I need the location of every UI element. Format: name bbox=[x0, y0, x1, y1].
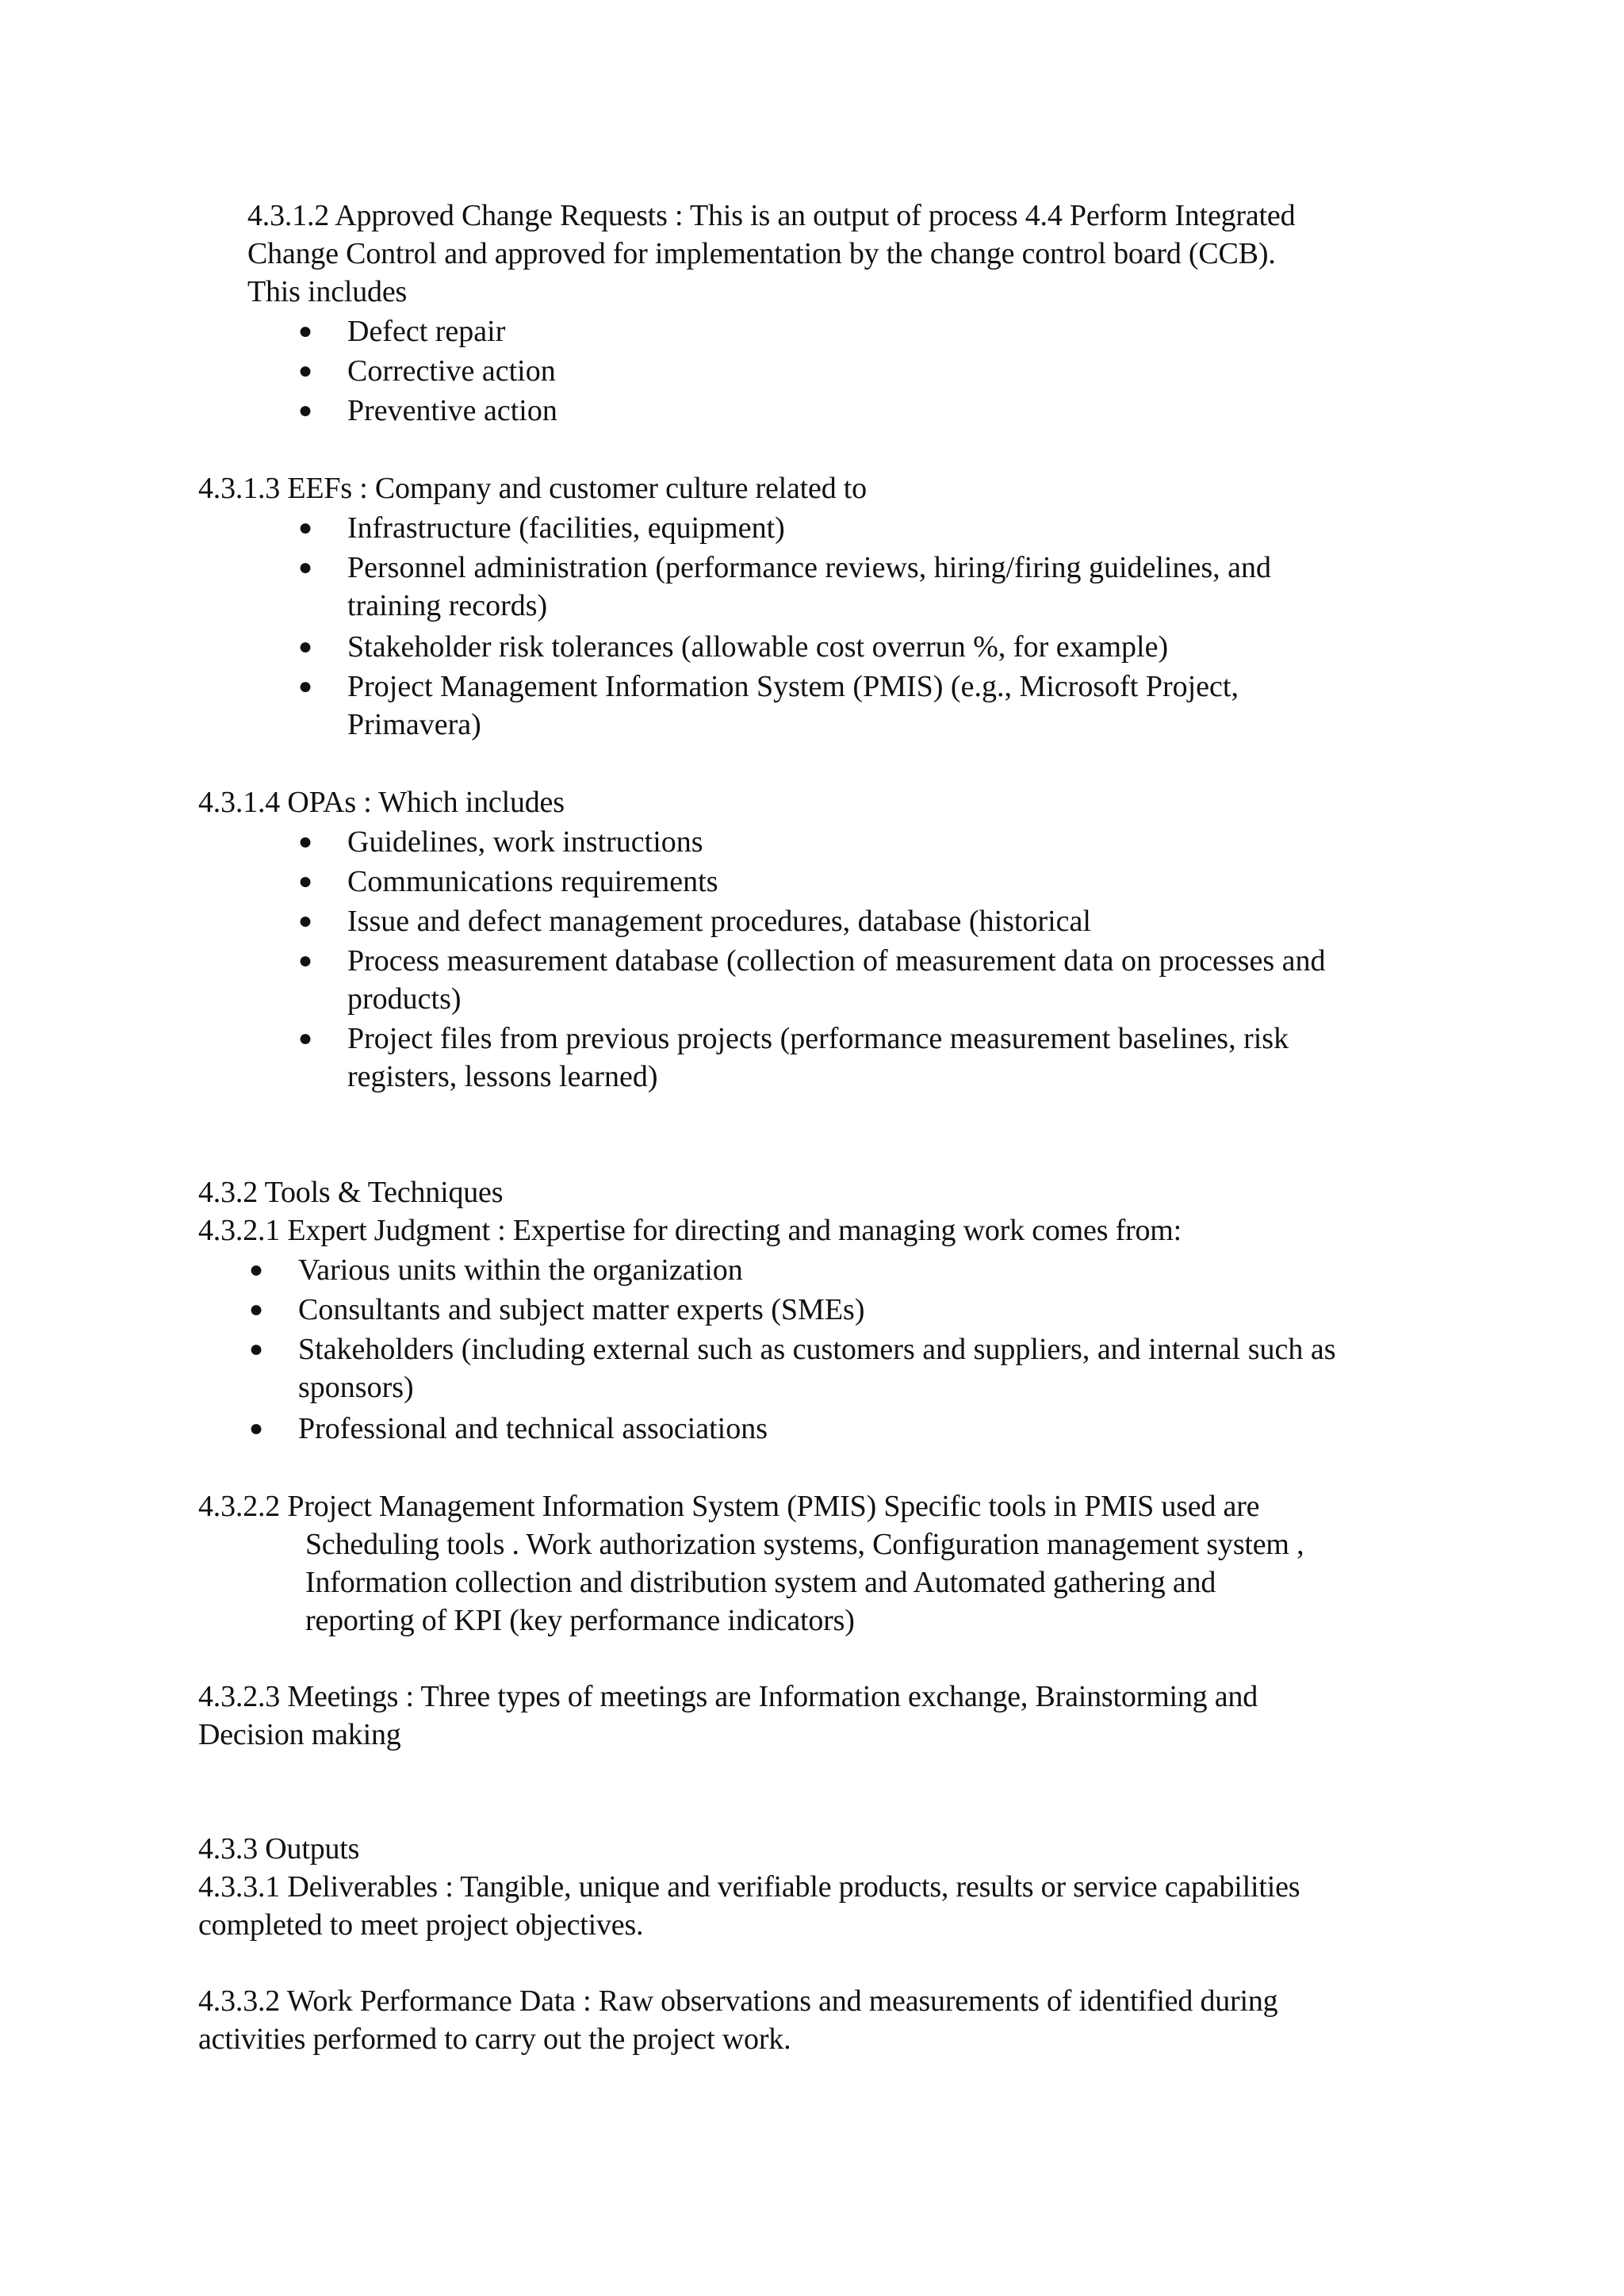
meetings-line-1: 4.3.2.3 Meetings : Three types of meetings are Information exchange, Brainstorming and bbox=[198, 1680, 1258, 1713]
list-item-text: Stakeholders (including external such as customers and suppliers, and internal such as bbox=[298, 1333, 1336, 1366]
bullet-icon: ● bbox=[298, 828, 313, 855]
bullet-icon: ● bbox=[298, 947, 313, 974]
list-item-text: Personnel administration (performance reviews, hiring/firing guidelines, and bbox=[347, 551, 1272, 584]
list-item-text: Defect repair bbox=[347, 315, 506, 348]
bullet-icon: ● bbox=[249, 1257, 264, 1283]
list-item-text-continued: products) bbox=[347, 982, 462, 1016]
bullet-icon: ● bbox=[249, 1296, 264, 1322]
list-item-text-continued: training records) bbox=[347, 589, 548, 622]
list-item-text: Guidelines, work instructions bbox=[347, 825, 703, 859]
list-item-text-continued: Primavera) bbox=[347, 708, 481, 741]
list-item-text-continued: registers, lessons learned) bbox=[347, 1060, 658, 1093]
list-item-text: Preventive action bbox=[347, 394, 557, 427]
pmis-line-1: 4.3.2.2 Project Management Information System (PMIS) Specific tools in PMIS used are bbox=[198, 1490, 1260, 1523]
list-item-text: Project files from previous projects (performance measurement baselines, risk bbox=[347, 1022, 1289, 1055]
list-item-text: Issue and defect management procedures, database (historical bbox=[347, 905, 1091, 938]
outputs-heading: 4.3.3 Outputs bbox=[198, 1832, 360, 1866]
list-item-text: Project Management Information System (PMIS) (e.g., Microsoft Project, bbox=[347, 670, 1239, 703]
eefs-heading: 4.3.1.3 EEFs : Company and customer culture related to bbox=[198, 472, 867, 505]
bullet-icon: ● bbox=[298, 868, 313, 894]
list-item-text: Consultants and subject matter experts (SMEs) bbox=[298, 1293, 865, 1326]
approved-change-requests-line-1: 4.3.1.2 Approved Change Requests : This is an output of process 4.4 Perform Integrated bbox=[247, 199, 1296, 232]
list-item-text: Process measurement database (collection of measurement data on processes and bbox=[347, 944, 1326, 978]
list-item-text: Infrastructure (facilities, equipment) bbox=[347, 511, 785, 545]
opas-heading: 4.3.1.4 OPAs : Which includes bbox=[198, 786, 565, 819]
bullet-icon: ● bbox=[298, 633, 313, 660]
pmis-line-3: Information collection and distribution system and Automated gathering and bbox=[305, 1566, 1216, 1599]
meetings-line-2: Decision making bbox=[198, 1718, 401, 1751]
expert-judgment-heading: 4.3.2.1 Expert Judgment : Expertise for directing and managing work comes from: bbox=[198, 1214, 1182, 1247]
approved-change-requests-line-2: Change Control and approved for implementation by the change control board (CCB). bbox=[247, 237, 1276, 270]
tools-techniques-heading: 4.3.2 Tools & Techniques bbox=[198, 1176, 504, 1209]
bullet-icon: ● bbox=[298, 318, 313, 344]
list-item-text-continued: sponsors) bbox=[298, 1371, 414, 1404]
bullet-icon: ● bbox=[298, 515, 313, 541]
list-item-text: Various units within the organization bbox=[298, 1253, 743, 1287]
bullet-icon: ● bbox=[298, 673, 313, 699]
pmis-line-4: reporting of KPI (key performance indicators) bbox=[305, 1604, 855, 1637]
bullet-icon: ● bbox=[298, 1025, 313, 1051]
list-item-text: Stakeholder risk tolerances (allowable cost overrun %, for example) bbox=[347, 630, 1169, 664]
bullet-icon: ● bbox=[298, 554, 313, 580]
list-item-text: Communications requirements bbox=[347, 865, 718, 898]
deliverables-line-2: completed to meet project objectives. bbox=[198, 1908, 644, 1942]
list-item-text: Corrective action bbox=[347, 354, 556, 388]
work-performance-data-line-2: activities performed to carry out the project work. bbox=[198, 2022, 791, 2056]
bullet-icon: ● bbox=[298, 397, 313, 423]
work-performance-data-line-1: 4.3.3.2 Work Performance Data : Raw observations and measurements of identified during bbox=[198, 1984, 1278, 2018]
pmis-line-2: Scheduling tools . Work authorization systems, Configuration management system , bbox=[305, 1528, 1304, 1561]
list-item-text: Professional and technical associations bbox=[298, 1412, 768, 1445]
deliverables-line-1: 4.3.3.1 Deliverables : Tangible, unique and verifiable products, results or service capabilities bbox=[198, 1870, 1300, 1904]
bullet-icon: ● bbox=[298, 358, 313, 384]
bullet-icon: ● bbox=[298, 908, 313, 934]
approved-change-requests-line-3: This includes bbox=[247, 275, 408, 308]
bullet-icon: ● bbox=[249, 1415, 264, 1441]
bullet-icon: ● bbox=[249, 1336, 264, 1362]
